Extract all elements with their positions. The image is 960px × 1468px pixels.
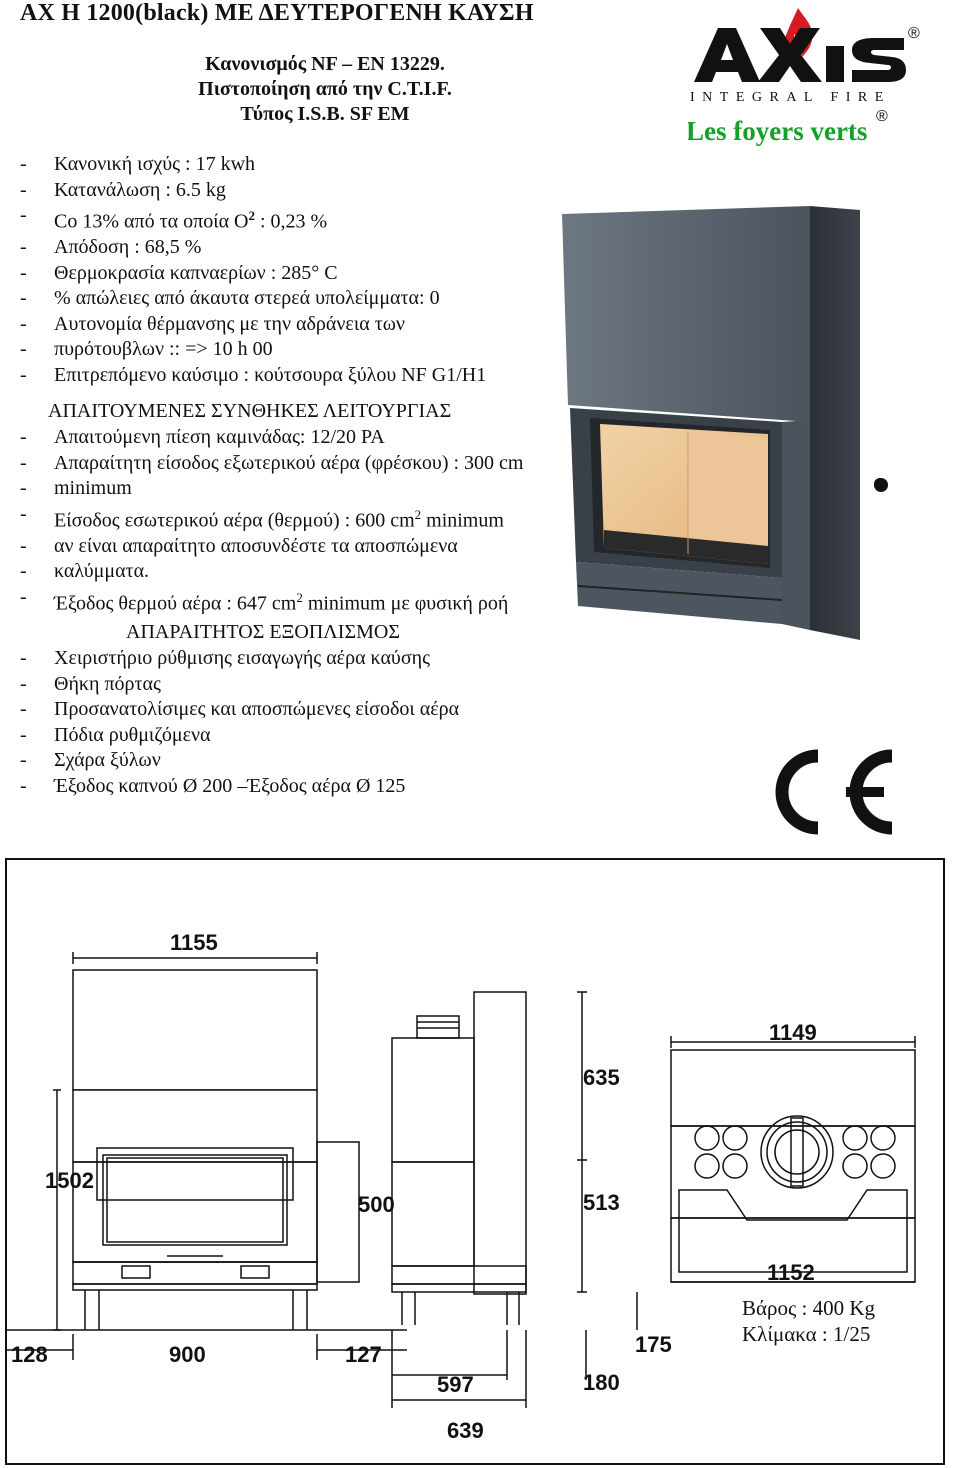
equipment-item: - Σχάρα ξύλων xyxy=(20,748,550,774)
dim-glass-width: 900 xyxy=(169,1342,206,1367)
weight-info xyxy=(742,1295,875,1347)
spec-item: - Κανονική ισχύς : 17 kwh xyxy=(20,152,550,178)
specs-section xyxy=(20,152,550,388)
equipment-item: - Έξοδος καπνού Ø 200 –Έξοδος αέρα Ø 125 xyxy=(20,774,550,800)
condition-item-continued: - καλύμματα. xyxy=(20,559,555,585)
dim-side-total-depth: 639 xyxy=(447,1418,484,1443)
conditions-section xyxy=(20,425,555,617)
registered-mark: ® xyxy=(908,25,920,42)
condition-item: - Έξοδος θερμού αέρα : 647 $cm^2$ minimum με φυσική ροή xyxy=(20,585,555,617)
equipment-item: - Θήκη πόρτας xyxy=(20,672,550,698)
condition-item: - αν είναι απαραίτητο αποσυνδέστε τα αποσπώμενα xyxy=(20,534,555,560)
conditions-heading: ΑΠΑΙΤΟΥΜΕΝΕΣ ΣΥΝΘΗΚΕΣ ΛΕΙΤΟΥΡΓΙΑΣ xyxy=(48,400,452,422)
technical-drawing xyxy=(5,858,945,1465)
equipment-heading: ΑΠΑΡΑΙΤΗΤΟΣ ΕΞΟΠΛΙΣΜΟΣ xyxy=(126,621,400,643)
dim-side-depth: 597 xyxy=(437,1372,474,1397)
certification-block xyxy=(150,52,500,127)
condition-item: - Απαραίτητη είσοδος εξωτερικού αέρα (φρέσκου) : 300 cm xyxy=(20,451,555,477)
dim-front-height: 1502 xyxy=(45,1168,94,1193)
equipment-item: - Προσανατολίσιμες και αποσπώμενες είσοδοι αέρα xyxy=(20,697,550,723)
ce-mark xyxy=(760,742,900,842)
equipment-item: - Χειριστήριο ρύθμισης εισαγωγής αέρα καύσης xyxy=(20,646,550,672)
dim-hood-height: 500 xyxy=(358,1192,395,1217)
spec-item: - Απόδοση : 68,5 % xyxy=(20,235,550,261)
spec-item: - Co 13% από τα οποία $O^2$ : 0,23 % xyxy=(20,203,550,235)
norm-line: Κανονισμός NF – EN 13229. xyxy=(205,53,445,75)
dim-front-width: 1155 xyxy=(170,930,218,955)
air-control-knob-icon xyxy=(874,478,888,492)
condition-item: - Απαιτούμενη πίεση καμινάδας: 12/20 PA xyxy=(20,425,555,451)
dim-top-depth: 175 xyxy=(635,1332,672,1357)
weight-label: Βάρος : 400 Kg xyxy=(742,1296,876,1320)
dim-left-margin: 128 xyxy=(11,1342,48,1367)
norm-line: Πιστοποίηση από την C.T.I.F. xyxy=(198,78,452,100)
dim-right-margin: 127 xyxy=(345,1342,382,1367)
page-title: ΑΧ Η 1200(black) ΜΕ ΔΕΥΤΕΡΟΓΕΝΗ ΚΑΥΣΗ xyxy=(20,0,534,26)
registered-mark: ® xyxy=(876,108,888,125)
axis-logo-icon xyxy=(688,0,928,150)
dim-top-width: 1149 xyxy=(769,1020,817,1045)
spec-item: - Αυτονομία θέρμανσης με την αδράνεια των xyxy=(20,312,550,338)
condition-item: - Είσοδος εσωτερικού αέρα (θερμού) : 600 $cm^2$ minimum xyxy=(20,502,555,534)
dim-side-bottom: 180 xyxy=(583,1370,620,1395)
equipment-item: - Πόδια ρυθμιζόμενα xyxy=(20,723,550,749)
brand-tagline: INTEGRAL FIRE xyxy=(690,90,891,105)
brand-slogan: Les foyers verts xyxy=(688,116,868,146)
condition-item-continued: - minimum xyxy=(20,476,555,502)
spec-item: - % απώλειες από άκαυτα στερεά υπολείμματα: 0 xyxy=(20,286,550,312)
spec-item: - Επιτρεπόμενο καύσιμο : κούτσουρα ξύλου NF G1/H1 xyxy=(20,363,550,389)
dim-top-bottom-width: 1152 xyxy=(767,1260,815,1285)
norm-line: Τύπος I.S.B. SF EM xyxy=(240,103,410,125)
dim-side-height: 513 xyxy=(583,1190,620,1215)
equipment-section xyxy=(20,646,550,799)
dim-side-top: 635 xyxy=(583,1065,620,1090)
spec-item: - πυρότουβλων :: => 10 h 00 xyxy=(20,337,550,363)
spec-item: - Κατανάλωση : 6.5 kg xyxy=(20,178,550,204)
ce-mark-icon xyxy=(760,742,900,842)
spec-item: - Θερμοκρασία καπναερίων : 285° C xyxy=(20,261,550,287)
fireplace-image xyxy=(560,200,860,650)
fireplace-photo xyxy=(560,200,860,650)
scale-label: Κλίμακα : 1/25 xyxy=(742,1322,871,1346)
brand-logo xyxy=(688,0,928,150)
dimension-drawing xyxy=(7,860,943,1463)
